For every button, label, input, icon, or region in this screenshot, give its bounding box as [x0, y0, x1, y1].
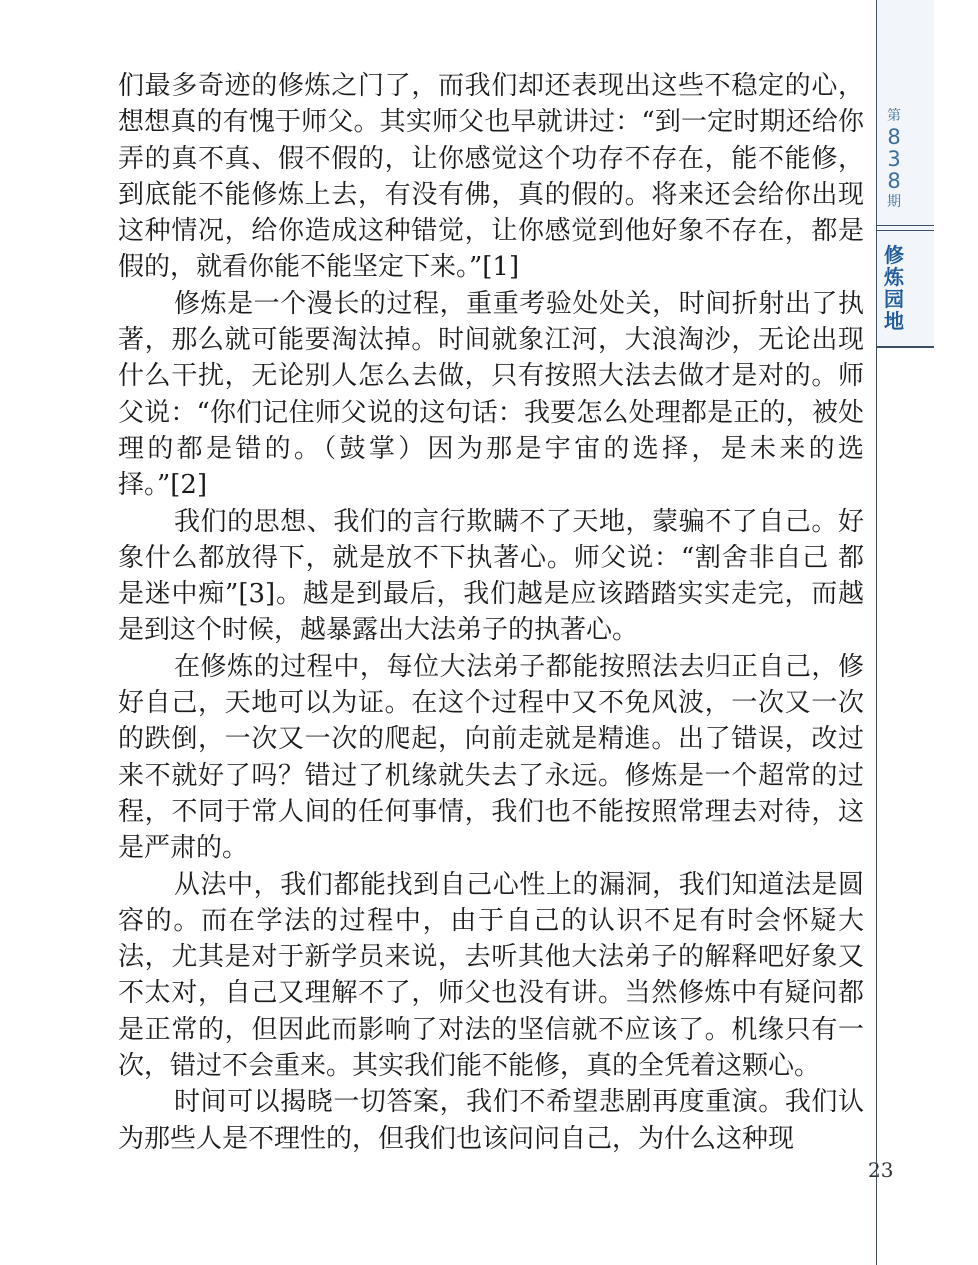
sidebar-rule-bottom [876, 346, 934, 348]
paragraph: 们最多奇迹的修炼之门了，而我们却还表现出这些不稳定的心，想想真的有愧于师父。其实师父也早就讲过：“到一定时期还给你弄的真不真、假不假的，让你感觉这个功存不存在，能不能修，到底能不能修炼上去，有没有佛，真的假的。将来还会给你出现这种情况，给你造成这种错觉，让你感觉到他好象不存在，都是假的，就看你能不能坚定下来。”[1] [118, 71, 864, 283]
section-char: 园 [884, 287, 904, 311]
page-number: 23 [868, 1158, 894, 1182]
paragraph: 修炼是一个漫长的过程，重重考验处处关，时间折射出了执著，那么就可能要淘汰掉。时间就象江河，大浪淘沙，无论出现什么干扰，无论别人怎么去做，只有按照大法去做才是对的。师父说：“你们记住师父说的这句话：我要怎么处理都是正的，被处理的都是错的。（鼓掌）因为那是宇宙的选择，是未来的选择。”[2] [118, 288, 864, 501]
issue-digit: 3 [887, 147, 901, 171]
section-char: 修 [884, 243, 904, 267]
issue-digit: 8 [887, 125, 901, 149]
article-body [118, 68, 864, 1157]
issue-prefix: 第 [887, 108, 901, 124]
issue-digit: 8 [887, 169, 901, 193]
section-char: 地 [884, 309, 904, 333]
paragraph: 我们的思想、我们的言行欺瞒不了天地，蒙骗不了自己。好象什么都放得下，就是放不下执著心。师父说：“割舍非自己 都是迷中痴”[3]。越是到最后，我们越是应该踏踏实实走完，而越是到这个时候，越暴露出大法弟子的执著心。 [118, 506, 864, 646]
paragraph: 在修炼的过程中，每位大法弟子都能按照法去归正自己，修好自己，天地可以为证。在这个过程中又不免风波，一次又一次的跌倒，一次又一次的爬起，向前走就是精進。出了错误，改过来不就好了吗？错过了机缘就失去了永远。修炼是一个超常的过程，不同于常人间的任何事情，我们也不能按照常理去对待，这是严肃的。 [118, 651, 864, 864]
sidebar-rule [876, 230, 934, 231]
sidebar-divider-line-lower [876, 1200, 877, 1265]
sidebar [876, 0, 936, 1265]
sidebar-rule [876, 225, 934, 226]
paragraph: 时间可以揭晓一切答案，我们不希望悲剧再度重演。我们认为那些人是不理性的，但我们也该问问自己，为什么这种现 [118, 1087, 864, 1154]
issue-suffix: 期 [887, 194, 901, 210]
paragraph: 从法中，我们都能找到自己心性上的漏洞，我们知道法是圆容的。而在学法的过程中，由于自己的认识不足有时会怀疑大法，尤其是对于新学员来说，去听其他大法弟子的解释吧好象又不太对，自己又理解不了，师父也没有讲。当然修炼中有疑问都是正常的，但因此而影响了对法的坚信就不应该了。机缘只有一次，错过不会重来。其实我们能不能修，真的全凭着这颗心。 [118, 869, 864, 1082]
section-label [878, 244, 910, 332]
issue-label [880, 106, 908, 212]
sidebar-divider-line [876, 0, 877, 1200]
section-char: 炼 [884, 265, 904, 289]
